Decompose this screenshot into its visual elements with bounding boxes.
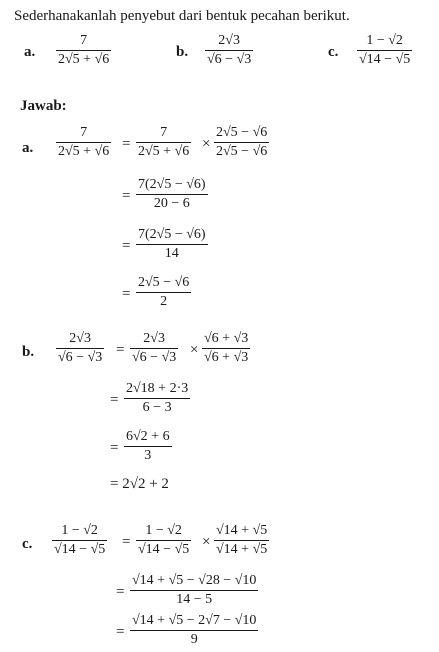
problem-c-numerator: 1 − √2 <box>366 33 403 48</box>
solution-c-step3 <box>130 614 258 647</box>
equals-sign: = <box>116 584 125 600</box>
solution-a-step3 <box>136 228 208 261</box>
solution-a-label: a. <box>22 140 34 156</box>
solution-c-step2-num: √14 + √5 − √28 − √10 <box>132 573 257 588</box>
equals-sign: = <box>122 286 131 302</box>
solution-c-lhs-den: √14 − √5 <box>54 542 106 557</box>
solution-b-lhs <box>56 332 104 365</box>
solution-a-step1-f1-den: 2√5 + √6 <box>138 144 190 159</box>
solution-b-label: b. <box>22 344 35 360</box>
solution-c-step1-f1 <box>136 524 191 557</box>
solution-b-step1-f1-num: 2√3 <box>143 331 165 346</box>
solution-a-step1-f1 <box>136 126 191 159</box>
solution-a-lhs <box>56 126 111 159</box>
times-sign: × <box>202 534 211 550</box>
equals-sign: = <box>116 624 125 640</box>
solution-a-step4-num: 2√5 − √6 <box>138 275 190 290</box>
solution-b-step1-f2-num: √6 + √3 <box>204 331 249 346</box>
solution-c-lhs <box>52 524 107 557</box>
solution-b-step1-f2 <box>202 332 250 365</box>
solution-a-step1-f1-num: 7 <box>160 125 168 140</box>
solution-a-lhs-num: 7 <box>80 125 88 140</box>
problem-a-label: a. <box>24 44 36 60</box>
solution-a-step1-f2 <box>214 126 269 159</box>
solution-a-step2-den: 20 − 6 <box>136 194 208 211</box>
solution-b-step2-den: 6 − 3 <box>124 398 190 415</box>
solution-c-step1-f2 <box>214 524 269 557</box>
solution-c-step3-den: 9 <box>130 630 258 647</box>
problem-b-numerator: 2√3 <box>218 33 240 48</box>
problem-b-fraction <box>205 34 253 67</box>
solution-a-step1-f2-num: 2√5 − √6 <box>216 125 268 140</box>
solution-c-label: c. <box>22 536 33 552</box>
problem-a-numerator: 7 <box>80 33 88 48</box>
problem-b-denominator: √6 − √3 <box>207 52 252 67</box>
solution-b-lhs-num: 2√3 <box>69 331 91 346</box>
problem-c-fraction <box>357 34 412 67</box>
solution-b-step1-f1 <box>130 332 178 365</box>
solution-b-lhs-den: √6 − √3 <box>58 350 103 365</box>
instruction-text: Sederhanakanlah penyebut dari bentuk pecahan berikut. <box>14 8 350 24</box>
equals-sign: = <box>116 342 125 358</box>
solution-c-step1-f2-num: √14 + √5 <box>216 523 268 538</box>
equals-sign: = <box>110 440 119 456</box>
solution-b-step1-f2-den: √6 + √3 <box>204 350 249 365</box>
solution-a-lhs-den: 2√5 + √6 <box>58 144 110 159</box>
solution-b-step2-num: 2√18 + 2·3 <box>126 381 189 396</box>
solution-b-step3-num: 6√2 + 6 <box>126 429 170 444</box>
solution-b-step4: = 2√2 + 2 <box>110 476 169 492</box>
problem-c-label: c. <box>328 44 339 60</box>
solution-c-step2 <box>130 574 258 607</box>
answer-heading: Jawab: <box>20 98 67 114</box>
solution-c-step1-f1-num: 1 − √2 <box>145 523 182 538</box>
solution-c-step3-num: √14 + √5 − 2√7 − √10 <box>132 613 257 628</box>
solution-b-step3 <box>124 430 172 463</box>
equals-sign: = <box>122 534 131 550</box>
times-sign: × <box>202 136 211 152</box>
solution-a-step2-num: 7(2√5 − √6) <box>138 177 206 192</box>
solution-c-lhs-num: 1 − √2 <box>61 523 98 538</box>
problem-b-label: b. <box>176 44 189 60</box>
solution-c-step1-f1-den: √14 − √5 <box>138 542 190 557</box>
equals-sign: = <box>122 188 131 204</box>
solution-a-step3-num: 7(2√5 − √6) <box>138 227 206 242</box>
solution-a-step3-den: 14 <box>136 244 208 261</box>
solution-b-step1-f1-den: √6 − √3 <box>132 350 177 365</box>
solution-a-step4 <box>136 276 191 309</box>
times-sign: × <box>190 342 199 358</box>
solution-a-step4-den: 2 <box>136 292 191 309</box>
solution-c-step1-f2-den: √14 + √5 <box>216 542 268 557</box>
solution-b-step2 <box>124 382 190 415</box>
solution-a-step2 <box>136 178 208 211</box>
problem-c-denominator: √14 − √5 <box>359 52 411 67</box>
problem-a-fraction <box>56 34 111 67</box>
equals-sign: = <box>122 136 131 152</box>
equals-sign: = <box>122 238 131 254</box>
solution-a-step1-f2-den: 2√5 − √6 <box>216 144 268 159</box>
solution-c-step2-den: 14 − 5 <box>130 590 258 607</box>
equals-sign: = <box>110 392 119 408</box>
solution-b-step3-den: 3 <box>124 446 172 463</box>
problem-a-denominator: 2√5 + √6 <box>58 52 110 67</box>
